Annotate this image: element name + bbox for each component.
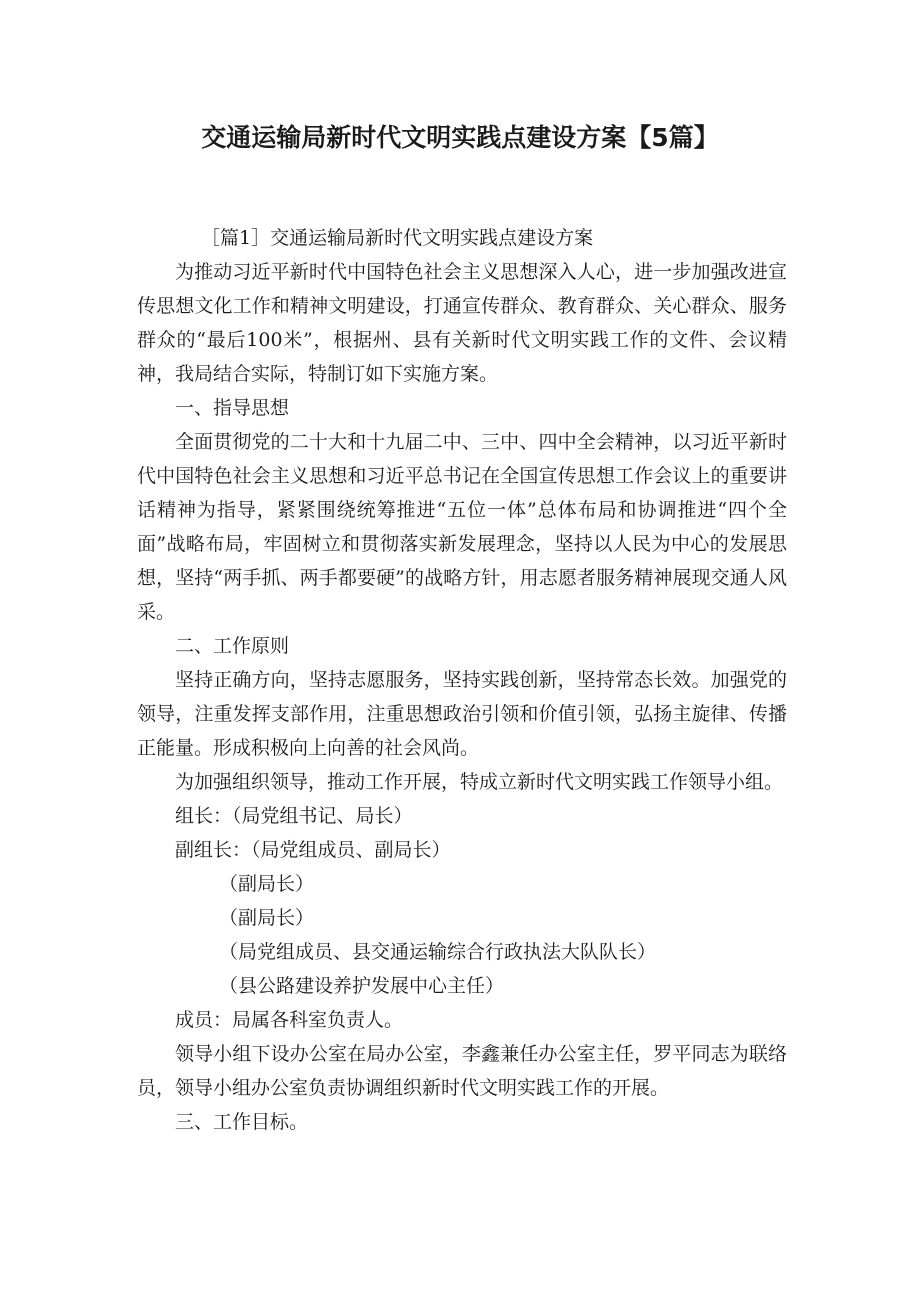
- paragraph-office: 领导小组下设办公室在局办公室，李鑫兼任办公室主任，罗平同志为联络员，领导小组办公室负责协调组织新时代文明实践工作的开展。: [137, 1043, 787, 1099]
- deputy-member-2: （副局长）: [219, 907, 315, 929]
- paragraph-work-principles: 坚持正确方向，坚持志愿服务，坚持实践创新，坚持常态长效。加强党的领导，注重发挥支部作用，注重思想政治引领和价值引领，弘扬主旋律、传播正能量。形成积极向上向善的社会风尚。: [137, 669, 787, 759]
- deputy-member-3: （局党组成员、县交通运输综合行政执法大队队长）: [219, 941, 657, 963]
- paragraph-guiding-ideology: 全面贯彻党的二十大和十九届二中、三中、四中全会精神，以习近平新时代中国特色社会主义思想和习近平总书记在全国宣传思想工作会议上的重要讲话精神为指导，紧紧围绕统筹推进“五位一体”总体布局和协调推进“四个全面”战略布局，牢固树立和贯彻落实新发展理念，坚持以人民为中心的发展思想，坚持“两手抓、两手都要硬”的战略方针，用志愿者服务精神展现交通人风采。: [137, 431, 787, 623]
- paragraph-leading-group: 为加强组织领导，推动工作开展，特成立新时代文明实践工作领导小组。: [175, 771, 784, 793]
- section-heading-article-1: ［篇1］交通运输局新时代文明实践点建设方案: [201, 227, 594, 249]
- document-title: 交通运输局新时代文明实践点建设方案【5篇】: [201, 123, 719, 152]
- heading-guiding-ideology: 一、指导思想: [175, 397, 290, 419]
- deputy-member-1: （副局长）: [219, 873, 315, 895]
- group-members: 成员：局属各科室负责人。: [175, 1009, 404, 1031]
- heading-work-principles: 二、工作原则: [175, 635, 290, 657]
- paragraph-intro: 为推动习近平新时代中国特色社会主义思想深入人心，进一步加强改进宣传思想文化工作和精神文明建设，打通宣传群众、教育群众、关心群众、服务群众的“最后100米”，根据州、县有关新时代文明实践工作的文件、会议精神，我局结合实际，特制订如下实施方案。: [137, 261, 787, 385]
- deputy-group-leader: 副组长：（局党组成员、副局长）: [175, 839, 451, 861]
- deputy-member-4: （县公路建设养护发展中心主任）: [219, 975, 505, 997]
- group-leader: 组长：（局党组书记、局长）: [175, 805, 413, 827]
- heading-work-goals: 三、工作目标。: [175, 1111, 309, 1133]
- document-body: [137, 221, 787, 1139]
